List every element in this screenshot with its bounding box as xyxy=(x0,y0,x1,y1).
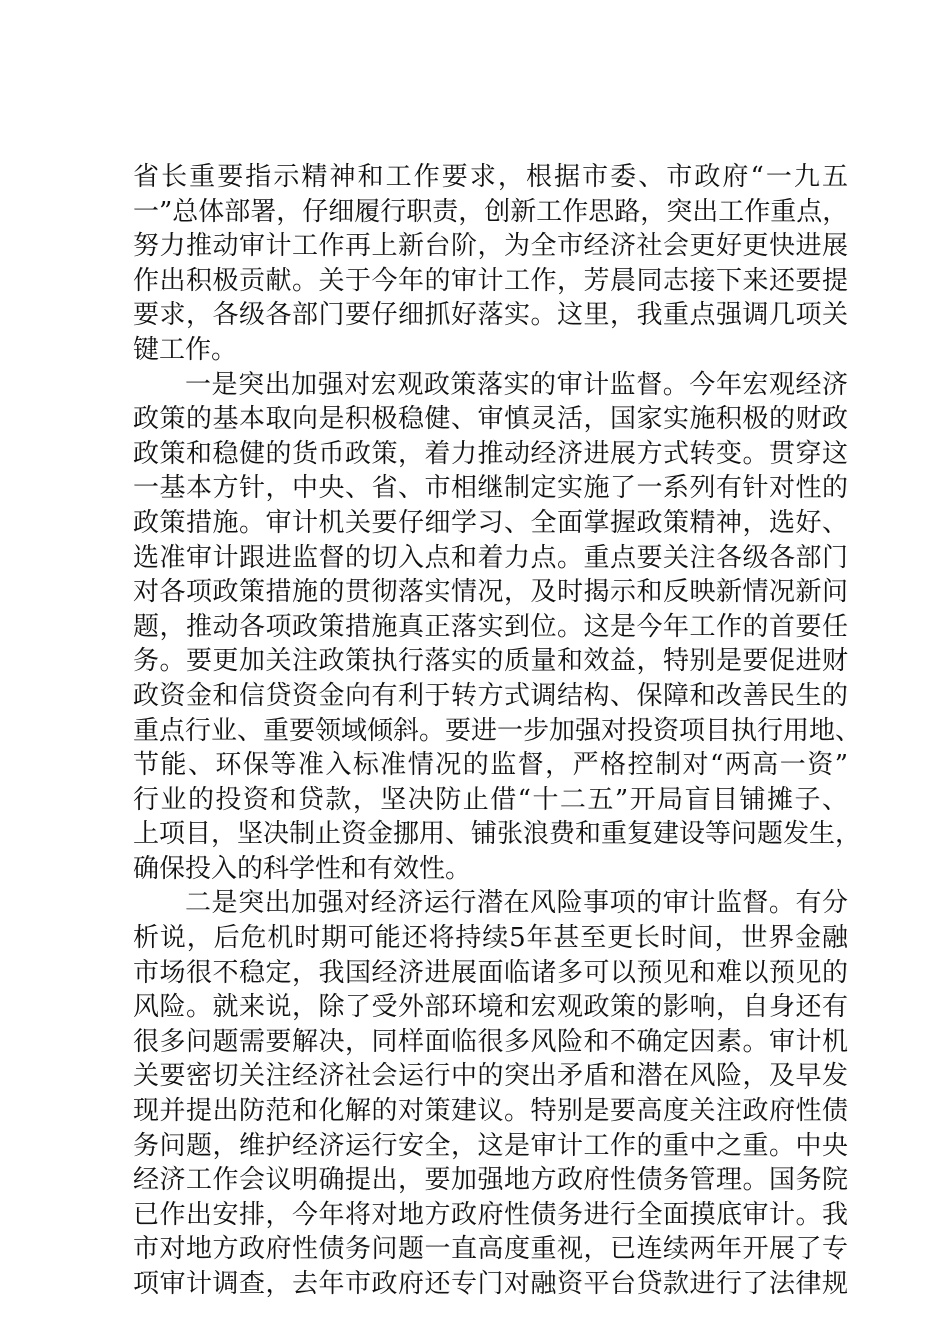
text-line: 题，推动各项政策措施真正落实到位。这是今年工作的首要任 xyxy=(133,611,848,642)
text-line: 键工作。 xyxy=(133,334,238,365)
text-line: 经济工作会议明确提出，要加强地方政府性债务管理。国务院 xyxy=(133,1165,848,1196)
paragraph xyxy=(133,886,848,1301)
text-line: 务。要更加关注政策执行落实的质量和效益，特别是要促进财 xyxy=(133,646,848,677)
text-line: 节能、环保等准入标准情况的监督，严格控制对“两高一资” xyxy=(133,750,848,781)
text-line: 务问题，维护经济运行安全，这是审计工作的重中之重。中央 xyxy=(133,1130,848,1161)
text-line: 风险。就来说，除了受外部环境和宏观政策的影响，自身还有 xyxy=(133,992,848,1023)
text-line: 政策和稳健的货币政策，着力推动经济进展方式转变。贯穿这 xyxy=(133,438,848,469)
text-line: 上项目，坚决制止资金挪用、铺张浪费和重复建设等问题发生， xyxy=(133,819,862,850)
text-line: 市场很不稳定，我国经济进展面临诸多可以预见和难以预见的 xyxy=(133,957,848,988)
text-line: 政策的基本取向是积极稳健、审慎灵活，国家实施积极的财政 xyxy=(133,404,848,435)
document-body xyxy=(133,160,862,1302)
text-line: 一是突出加强对宏观政策落实的审计监督。今年宏观经济 xyxy=(185,369,848,400)
text-line: 现并提出防范和化解的对策建议。特别是要高度关注政府性债 xyxy=(133,1096,848,1127)
text-line: 析说，后危机时期可能还将持续5年甚至更长时间，世界金融 xyxy=(133,923,848,954)
text-line: 政资金和信贷资金向有利于转方式调结构、保障和改善民生的 xyxy=(133,680,848,711)
text-line: 一基本方针，中央、省、市相继制定实施了一系列有针对性的 xyxy=(133,473,848,504)
text-line: 对各项政策措施的贯彻落实情况，及时揭示和反映新情况新问 xyxy=(133,577,848,608)
text-line: 二是突出加强对经济运行潜在风险事项的审计监督。有分 xyxy=(185,888,848,919)
text-line: 要求，各级各部门要仔细抓好落实。这里，我重点强调几项关 xyxy=(133,300,848,331)
text-line: 努力推动审计工作再上新台阶，为全市经济社会更好更快进展 xyxy=(133,231,848,262)
text-line: 已作出安排，今年将对地方政府性债务进行全面摸底审计。我 xyxy=(133,1199,848,1230)
text-line: 行业的投资和贷款，坚决防止借“十二五”开局盲目铺摊子、 xyxy=(133,784,848,815)
text-line: 重点行业、重要领域倾斜。要进一步加强对投资项目执行用地、 xyxy=(133,715,862,746)
text-line: 很多问题需要解决，同样面临很多风险和不确定因素。审计机 xyxy=(133,1026,848,1057)
text-line: 关要密切关注经济社会运行中的突出矛盾和潜在风险，及早发 xyxy=(133,1061,848,1092)
text-line: 确保投入的科学性和有效性。 xyxy=(133,853,472,884)
text-line: 市对地方政府性债务问题一直高度重视，已连续两年开展了专 xyxy=(133,1234,848,1265)
text-line: 省长重要指示精神和工作要求，根据市委、市政府“一九五 xyxy=(133,162,848,192)
text-line: 政策措施。审计机关要仔细学习、全面掌握政策精神，选好、 xyxy=(133,507,848,538)
text-line: 选准审计跟进监督的切入点和着力点。重点要关注各级各部门 xyxy=(133,542,848,573)
paragraph xyxy=(133,368,862,887)
paragraph xyxy=(133,160,848,368)
text-line: 项审计调查，去年市政府还专门对融资平台贷款进行了法律规 xyxy=(133,1269,848,1299)
text-line: 作出积极贡献。关于今年的审计工作，芳晨同志接下来还要提 xyxy=(133,265,848,296)
text-line: 一”总体部署，仔细履行职责，创新工作思路，突出工作重点， xyxy=(133,196,849,227)
